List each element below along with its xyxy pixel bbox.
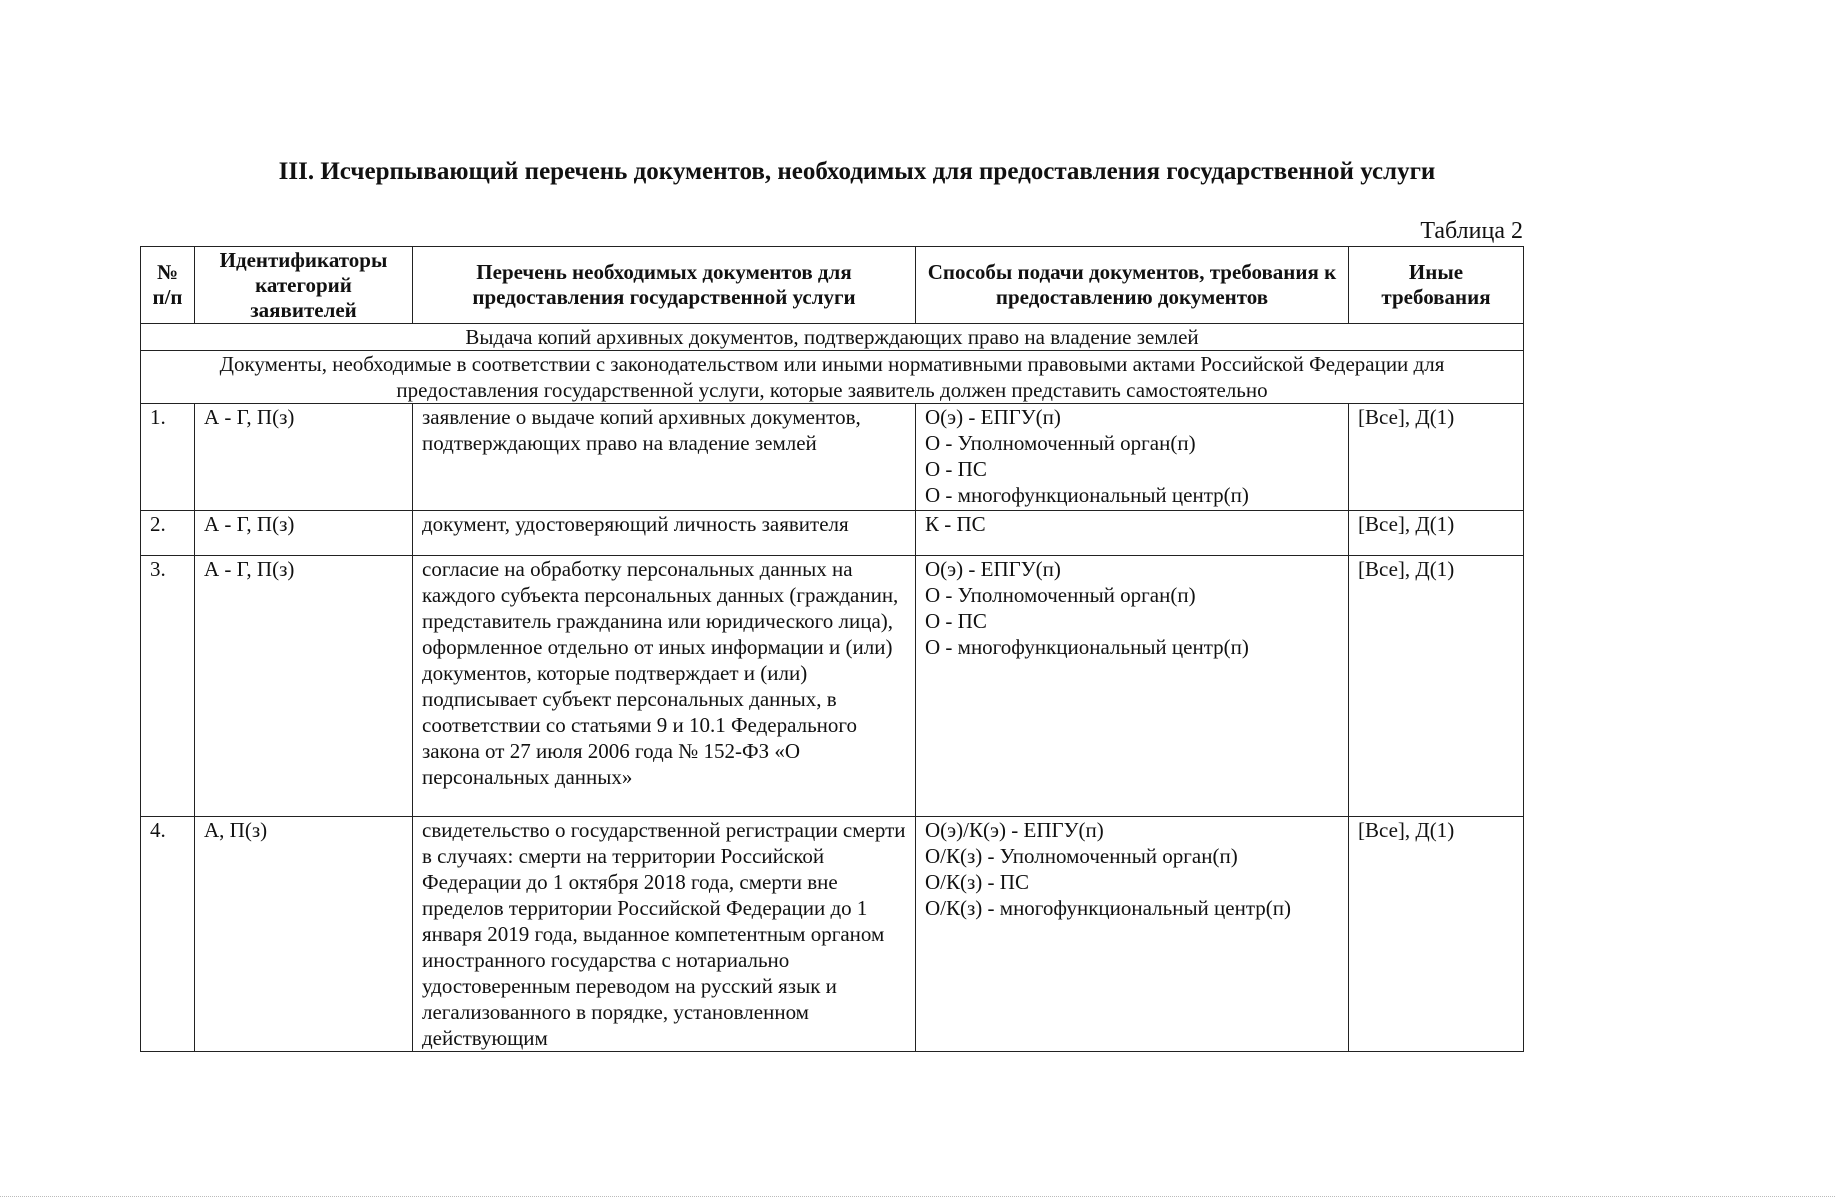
- row-other: [Все], Д(1): [1349, 817, 1524, 1052]
- documents-table: [140, 246, 1524, 1052]
- method-line: О - многофункциональный центр(п): [925, 483, 1249, 507]
- row-categories: А - Г, П(з): [195, 404, 413, 511]
- table-row: [141, 511, 1524, 556]
- row-num: 2.: [141, 511, 195, 556]
- method-line: О/К(з) - Уполномоченный орган(п): [925, 844, 1238, 868]
- row-num: 1.: [141, 404, 195, 511]
- method-line: О - ПС: [925, 609, 987, 633]
- row-other: [Все], Д(1): [1349, 511, 1524, 556]
- header-num: № п/п: [141, 247, 195, 324]
- row-methods: [916, 817, 1349, 1052]
- subsection-row: [141, 351, 1524, 404]
- method-line: О(э)/К(э) - ЕПГУ(п): [925, 818, 1104, 842]
- section-row: [141, 324, 1524, 351]
- row-num: 3.: [141, 556, 195, 817]
- row-document: документ, удостоверяющий личность заявителя: [413, 511, 916, 556]
- header-categories: Идентификаторы категорий заявителей: [195, 247, 413, 324]
- row-document: согласие на обработку персональных данных на каждого субъекта персональных данных (гражданин, представитель гражданина или юридического лица), оформленное отдельно от иных информации и (или) документов, которые подтверждает и (или) подписывает субъект персональных данных, в соответствии со статьями 9 и 10.1 Федерального закона от 27 июля 2006 года № 152-ФЗ «О персональных данных»: [413, 556, 916, 817]
- table-row: [141, 817, 1524, 1052]
- method-line: О(э) - ЕПГУ(п): [925, 405, 1061, 429]
- method-line: О - Уполномоченный орган(п): [925, 431, 1196, 455]
- row-categories: А - Г, П(з): [195, 511, 413, 556]
- scan-edge-divider: [0, 1196, 1835, 1198]
- row-document: свидетельство о государственной регистрации смерти в случаях: смерти на территории Российской Федерации до 1 октября 2018 года, смерти вне пределов территории Российской Федерации до 1 января 2019 года, выданное компетентным органом иностранного государства с нотариально удостоверенным переводом на русский язык и легализованного в порядке, установленном действующим: [413, 817, 916, 1052]
- table-row: [141, 404, 1524, 511]
- method-line: О(э) - ЕПГУ(п): [925, 557, 1061, 581]
- page-title: III. Исчерпывающий перечень документов, необходимых для предоставления государственной услуги: [278, 158, 1436, 185]
- subsection-title: Документы, необходимые в соответствии с законодательством или иными нормативными правовыми актами Российской Федерации для предоставления государственной услуги, которые заявитель должен представить самостоятельно: [141, 351, 1524, 404]
- method-line: О - Уполномоченный орган(п): [925, 583, 1196, 607]
- table-caption: Таблица 2: [1420, 218, 1523, 244]
- row-other: [Все], Д(1): [1349, 556, 1524, 817]
- header-other: Иные требования: [1349, 247, 1524, 324]
- table-header-row: [141, 247, 1524, 324]
- row-methods: [916, 556, 1349, 817]
- method-line: О - ПС: [925, 457, 987, 481]
- method-line: О/К(з) - многофункциональный центр(п): [925, 896, 1291, 920]
- row-methods: [916, 511, 1349, 556]
- row-other: [Все], Д(1): [1349, 404, 1524, 511]
- row-categories: А - Г, П(з): [195, 556, 413, 817]
- header-documents: Перечень необходимых документов для предоставления государственной услуги: [413, 247, 916, 324]
- section-title: Выдача копий архивных документов, подтверждающих право на владение землей: [141, 324, 1524, 351]
- table-row: [141, 556, 1524, 817]
- method-line: О/К(з) - ПС: [925, 870, 1029, 894]
- row-num: 4.: [141, 817, 195, 1052]
- row-methods: [916, 404, 1349, 511]
- header-methods: Способы подачи документов, требования к предоставлению документов: [916, 247, 1349, 324]
- row-document: заявление о выдаче копий архивных документов, подтверждающих право на владение землей: [413, 404, 916, 511]
- method-line: К - ПС: [925, 512, 986, 536]
- row-categories: А, П(з): [195, 817, 413, 1052]
- method-line: О - многофункциональный центр(п): [925, 635, 1249, 659]
